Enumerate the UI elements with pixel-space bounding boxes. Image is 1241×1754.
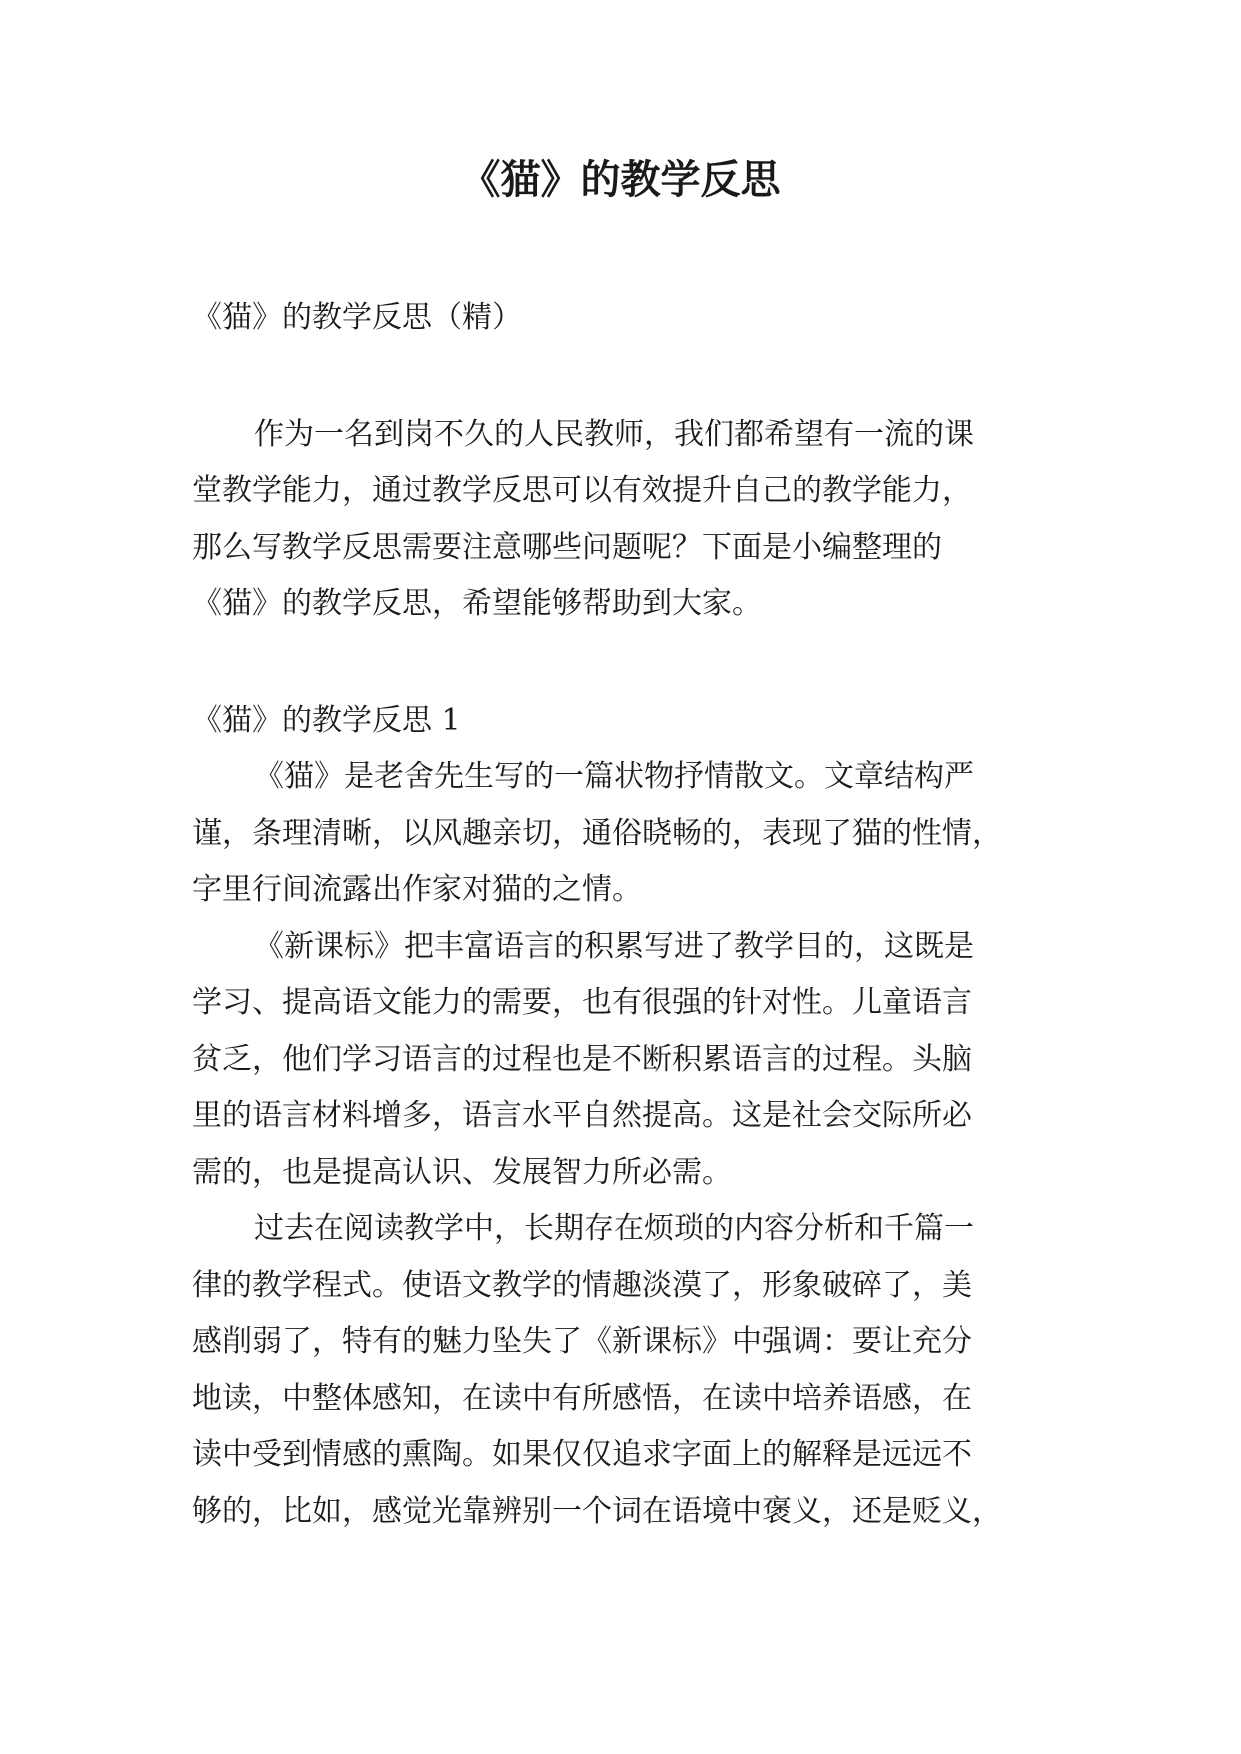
paragraph-1 [192,749,1052,919]
document-title: 《猫》的教学反思 [460,157,781,203]
paragraph-line: 过去在阅读教学中，长期存在烦琐的内容分析和千篇一 [254,1211,974,1246]
paragraph-line: 读中受到情感的熏陶。如果仅仅追求字面上的解释是远远不 [192,1437,972,1472]
paragraph-line: 地读，中整体感知，在读中有所感悟，在读中培养语感，在 [192,1380,972,1416]
paragraph-line: 字里行间流露出作家对猫的之情。 [192,872,642,907]
paragraph-line: 里的语言材料增多，语言水平自然提高。这是社会交际所必 [192,1098,972,1133]
paragraph-line: 律的教学程式。使语文教学的情趣淡漠了，形象破碎了，美 [192,1267,972,1303]
spacer [192,633,1052,693]
paragraph-line: 需的，也是提高认识、发展智力所必需。 [192,1154,732,1190]
intro-line: 那么写教学反思需要注意哪些问题呢？下面是小编整理的 [192,529,942,565]
paragraph-line: 学习、提高语文能力的需要，也有很强的针对性。儿童语言 [192,985,972,1020]
spacer [192,347,1052,407]
subtitle: 《猫》的教学反思（精） [192,300,522,335]
section-heading: 《猫》的教学反思 1 [192,702,461,738]
paragraph-3 [192,1201,1052,1540]
intro-line: 堂教学能力，通过教学反思可以有效提升自己的教学能力， [192,473,972,508]
paragraph-line: 贫乏，他们学习语言的过程也是不断积累语言的过程。头脑 [192,1041,972,1077]
paragraph-line: 够的，比如，感觉光靠辨别一个词在语境中褒义，还是贬义， [192,1493,1002,1529]
paragraph-line: 《新课标》把丰富语言的积累写进了教学目的，这既是 [254,928,974,964]
document-body [192,290,1052,1540]
paragraph-2 [192,919,1052,1202]
intro-paragraph [192,407,1052,633]
paragraph-line: 感削弱了，特有的魅力坠失了《新课标》中强调：要让充分 [192,1324,972,1359]
paragraph-line: 《猫》是老舍先生写的一篇状物抒情散文。文章结构严 [254,759,974,794]
intro-line: 作为一名到岗不久的人民教师，我们都希望有一流的课 [254,416,974,452]
intro-line: 《猫》的教学反思，希望能够帮助到大家。 [192,586,762,621]
paragraph-line: 谨，条理清晰，以风趣亲切，通俗晓畅的，表现了猫的性情， [192,815,1002,851]
